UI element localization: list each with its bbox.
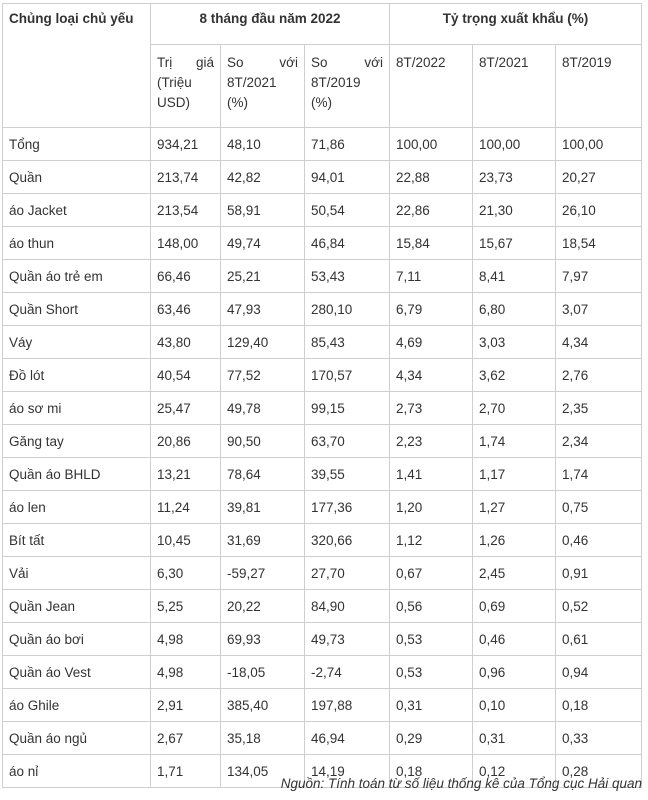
value-cell: 43,80	[151, 326, 221, 359]
vs-2019-cell: 46,84	[305, 227, 390, 260]
value-cell: 11,24	[151, 491, 221, 524]
product-name-cell: áo Ghile	[3, 689, 151, 722]
share-2021-cell: 0,69	[473, 590, 556, 623]
vs-2019-cell: -2,74	[305, 656, 390, 689]
share-2022-cell: 0,53	[390, 623, 473, 656]
vs-2021-cell: -18,05	[221, 656, 305, 689]
product-name-cell: áo thun	[3, 227, 151, 260]
share-2019-cell: 2,35	[556, 392, 642, 425]
share-2022-cell: 0,53	[390, 656, 473, 689]
vs-2021-cell: 20,22	[221, 590, 305, 623]
vs-2021-cell: 42,82	[221, 161, 305, 194]
vs-2019-cell: 14,19	[305, 755, 390, 788]
share-2022-cell: 22,88	[390, 161, 473, 194]
vs-2019-cell: 49,73	[305, 623, 390, 656]
value-cell: 5,25	[151, 590, 221, 623]
vs-2019-cell: 27,70	[305, 557, 390, 590]
share-2019-cell: 0,61	[556, 623, 642, 656]
share-2019-cell: 100,00	[556, 128, 642, 161]
product-name-cell: Quần áo BHLD	[3, 458, 151, 491]
share-2019-cell: 7,97	[556, 260, 642, 293]
product-name-cell: Quần áo trẻ em	[3, 260, 151, 293]
share-2021-cell: 2,70	[473, 392, 556, 425]
vs-2019-cell: 50,54	[305, 194, 390, 227]
share-2021-cell: 3,62	[473, 359, 556, 392]
export-table-container	[2, 3, 644, 791]
share-2022-cell: 1,12	[390, 524, 473, 557]
vs-2021-cell: 69,93	[221, 623, 305, 656]
value-cell: 934,21	[151, 128, 221, 161]
value-cell: 213,54	[151, 194, 221, 227]
source-note: Nguồn: Tính toán từ số liệu thống kê của Tổng cục Hải quan	[280, 776, 642, 791]
product-name-cell: Quần Jean	[3, 590, 151, 623]
share-2022-cell: 0,29	[390, 722, 473, 755]
value-cell: 25,47	[151, 392, 221, 425]
vs-2021-cell: 58,91	[221, 194, 305, 227]
share-2021-cell: 0,12	[473, 755, 556, 788]
vs-2021-cell: 385,40	[221, 689, 305, 722]
table-row	[3, 656, 642, 689]
value-cell: 20,86	[151, 425, 221, 458]
table-row	[3, 260, 642, 293]
share-2021-cell: 0,96	[473, 656, 556, 689]
share-2022-cell: 6,79	[390, 293, 473, 326]
vs-2019-cell: 39,55	[305, 458, 390, 491]
vs-2019-cell: 85,43	[305, 326, 390, 359]
value-cell: 10,45	[151, 524, 221, 557]
product-name-cell: Đồ lót	[3, 359, 151, 392]
share-2021-cell: 3,03	[473, 326, 556, 359]
product-name-cell: Quần Short	[3, 293, 151, 326]
value-cell: 6,30	[151, 557, 221, 590]
table-row	[3, 524, 642, 557]
share-2021-cell: 8,41	[473, 260, 556, 293]
header-share-2021: 8T/2021	[473, 45, 556, 128]
vs-2019-cell: 197,88	[305, 689, 390, 722]
share-2019-cell: 0,28	[556, 755, 642, 788]
vs-2021-cell: 49,74	[221, 227, 305, 260]
header-product-type: Chủng loại chủ yếu	[3, 4, 151, 128]
product-name-cell: Quần áo bơi	[3, 623, 151, 656]
value-cell: 2,67	[151, 722, 221, 755]
table-row	[3, 425, 642, 458]
table-row	[3, 392, 642, 425]
value-cell: 66,46	[151, 260, 221, 293]
vs-2019-cell: 170,57	[305, 359, 390, 392]
value-cell: 1,71	[151, 755, 221, 788]
share-2022-cell: 0,18	[390, 755, 473, 788]
product-name-cell: Quần áo Vest	[3, 656, 151, 689]
share-2019-cell: 0,91	[556, 557, 642, 590]
share-2022-cell: 0,31	[390, 689, 473, 722]
share-2021-cell: 1,26	[473, 524, 556, 557]
share-2021-cell: 23,73	[473, 161, 556, 194]
vs-2019-cell: 177,36	[305, 491, 390, 524]
share-2019-cell: 1,74	[556, 458, 642, 491]
vs-2019-cell: 94,01	[305, 161, 390, 194]
table-body	[3, 128, 642, 788]
vs-2019-cell: 53,43	[305, 260, 390, 293]
share-2019-cell: 4,34	[556, 326, 642, 359]
product-name-cell: áo nỉ	[3, 755, 151, 788]
header-8-months-2022: 8 tháng đầu năm 2022	[151, 4, 390, 45]
table-row	[3, 491, 642, 524]
vs-2021-cell: 77,52	[221, 359, 305, 392]
value-cell: 4,98	[151, 656, 221, 689]
table-row	[3, 128, 642, 161]
vs-2021-cell: 39,81	[221, 491, 305, 524]
share-2021-cell: 0,10	[473, 689, 556, 722]
product-name-cell: áo Jacket	[3, 194, 151, 227]
product-name-cell: Váy	[3, 326, 151, 359]
share-2021-cell: 21,30	[473, 194, 556, 227]
table-row	[3, 458, 642, 491]
table-row	[3, 227, 642, 260]
share-2021-cell: 2,45	[473, 557, 556, 590]
share-2022-cell: 15,84	[390, 227, 473, 260]
table-row	[3, 557, 642, 590]
value-cell: 13,21	[151, 458, 221, 491]
table-row	[3, 161, 642, 194]
share-2019-cell: 0,75	[556, 491, 642, 524]
product-name-cell: Găng tay	[3, 425, 151, 458]
table-row	[3, 590, 642, 623]
share-2022-cell: 4,34	[390, 359, 473, 392]
share-2022-cell: 7,11	[390, 260, 473, 293]
vs-2021-cell: 47,93	[221, 293, 305, 326]
header-vs-2019: So với 8T/2019 (%)	[305, 45, 390, 128]
vs-2021-cell: 134,05	[221, 755, 305, 788]
value-cell: 40,54	[151, 359, 221, 392]
share-2019-cell: 20,27	[556, 161, 642, 194]
vs-2019-cell: 99,15	[305, 392, 390, 425]
vs-2019-cell: 71,86	[305, 128, 390, 161]
vs-2021-cell: 31,69	[221, 524, 305, 557]
table-row	[3, 293, 642, 326]
product-name-cell: Vải	[3, 557, 151, 590]
share-2021-cell: 1,74	[473, 425, 556, 458]
table-row	[3, 359, 642, 392]
product-name-cell: Quần áo ngủ	[3, 722, 151, 755]
share-2021-cell: 1,17	[473, 458, 556, 491]
share-2022-cell: 1,41	[390, 458, 473, 491]
vs-2019-cell: 84,90	[305, 590, 390, 623]
vs-2021-cell: 48,10	[221, 128, 305, 161]
table-row	[3, 326, 642, 359]
share-2021-cell: 0,31	[473, 722, 556, 755]
share-2019-cell: 0,94	[556, 656, 642, 689]
value-cell: 2,91	[151, 689, 221, 722]
table-row	[3, 623, 642, 656]
value-cell: 63,46	[151, 293, 221, 326]
header-share-2019: 8T/2019	[556, 45, 642, 128]
product-name-cell: áo len	[3, 491, 151, 524]
share-2019-cell: 0,46	[556, 524, 642, 557]
vs-2021-cell: 25,21	[221, 260, 305, 293]
share-2022-cell: 4,69	[390, 326, 473, 359]
vs-2019-cell: 320,66	[305, 524, 390, 557]
product-name-cell: Quần	[3, 161, 151, 194]
table-row	[3, 194, 642, 227]
table-row	[3, 722, 642, 755]
vs-2021-cell: 90,50	[221, 425, 305, 458]
product-name-cell: Bít tất	[3, 524, 151, 557]
header-share-2022: 8T/2022	[390, 45, 473, 128]
share-2019-cell: 3,07	[556, 293, 642, 326]
header-export-share: Tỷ trọng xuất khẩu (%)	[390, 4, 642, 45]
vs-2021-cell: 129,40	[221, 326, 305, 359]
share-2019-cell: 2,34	[556, 425, 642, 458]
vs-2021-cell: 78,64	[221, 458, 305, 491]
share-2019-cell: 0,33	[556, 722, 642, 755]
share-2021-cell: 15,67	[473, 227, 556, 260]
share-2022-cell: 2,23	[390, 425, 473, 458]
product-name-cell: Tổng	[3, 128, 151, 161]
value-cell: 213,74	[151, 161, 221, 194]
header-row-1	[3, 4, 642, 45]
share-2021-cell: 0,46	[473, 623, 556, 656]
value-cell: 148,00	[151, 227, 221, 260]
share-2022-cell: 100,00	[390, 128, 473, 161]
garment-export-table	[2, 3, 642, 788]
vs-2019-cell: 63,70	[305, 425, 390, 458]
share-2022-cell: 2,73	[390, 392, 473, 425]
share-2022-cell: 22,86	[390, 194, 473, 227]
vs-2019-cell: 46,94	[305, 722, 390, 755]
table-row	[3, 689, 642, 722]
share-2021-cell: 6,80	[473, 293, 556, 326]
share-2022-cell: 0,67	[390, 557, 473, 590]
share-2019-cell: 0,18	[556, 689, 642, 722]
share-2021-cell: 100,00	[473, 128, 556, 161]
value-cell: 4,98	[151, 623, 221, 656]
vs-2021-cell: 35,18	[221, 722, 305, 755]
share-2021-cell: 1,27	[473, 491, 556, 524]
header-value: Trị giá (Triệu USD)	[151, 45, 221, 128]
share-2019-cell: 0,52	[556, 590, 642, 623]
share-2019-cell: 18,54	[556, 227, 642, 260]
share-2019-cell: 26,10	[556, 194, 642, 227]
share-2022-cell: 1,20	[390, 491, 473, 524]
product-name-cell: áo sơ mi	[3, 392, 151, 425]
header-vs-2021: So với 8T/2021 (%)	[221, 45, 305, 128]
vs-2019-cell: 280,10	[305, 293, 390, 326]
vs-2021-cell: 49,78	[221, 392, 305, 425]
share-2019-cell: 2,76	[556, 359, 642, 392]
vs-2021-cell: -59,27	[221, 557, 305, 590]
share-2022-cell: 0,56	[390, 590, 473, 623]
